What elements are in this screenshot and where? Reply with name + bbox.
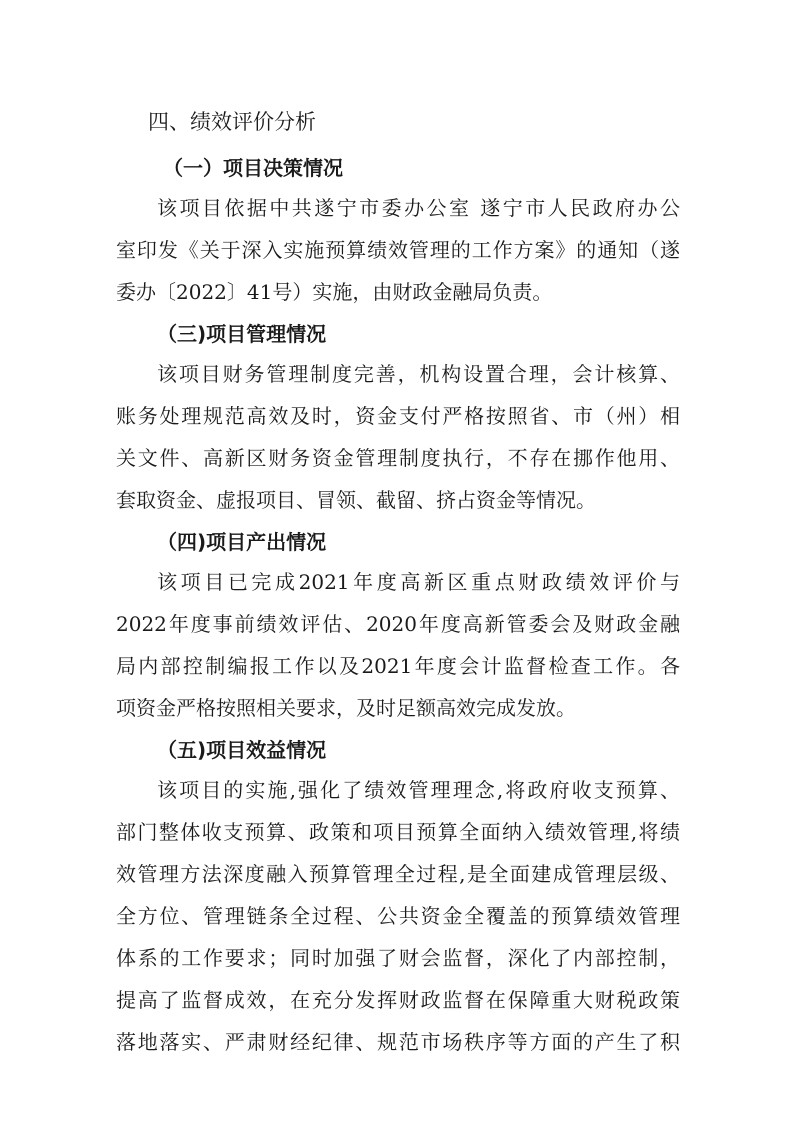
paragraph-line: 委办〔2022〕41号）实施，由财政金融局负责。 (116, 280, 553, 304)
subsection-heading-decision: （一）项目决策情况 (163, 156, 343, 180)
subsection-heading-output: （四)项目产出情况 (157, 530, 327, 554)
paragraph-line: 全方位、管理链条全过程、公共资金全覆盖的预算绩效管理 (116, 904, 680, 928)
paragraph-line: 关文件、高新区财务资金管理制度执行，不存在挪作他用、 (116, 446, 680, 470)
paragraph-line: 该项目依据中共遂宁市委办公室 遂宁市人民政府办公 (157, 196, 680, 220)
paragraph-line: 该项目财务管理制度完善，机构设置合理，会计核算、 (157, 362, 680, 386)
section-heading: 四、绩效评价分析 (148, 110, 316, 134)
paragraph-line: 体系的工作要求；同时加强了财会监督，深化了内部控制， (116, 946, 680, 970)
paragraph-line: 局内部控制编报工作以及2021年度会计监督检查工作。各 (116, 654, 680, 678)
paragraph-line: 该项目已完成2021年度高新区重点财政绩效评价与 (157, 570, 680, 594)
paragraph-line: 提高了监督成效，在充分发挥财政监督在保障重大财税政策 (116, 988, 680, 1012)
subsection-heading-management: （三)项目管理情况 (157, 322, 327, 346)
paragraph-line: 落地落实、严肃财经纪律、规范市场秩序等方面的产生了积 (116, 1030, 680, 1054)
paragraph-line: 部门整体收支预算、政策和项目预算全面纳入绩效管理,将绩 (116, 820, 680, 844)
subsection-heading-benefit: （五)项目效益情况 (157, 738, 327, 762)
paragraph-line: 该项目的实施,强化了绩效管理理念,将政府收支预算、 (157, 778, 680, 802)
paragraph-line: 效管理方法深度融入预算管理全过程,是全面建成管理层级、 (116, 862, 680, 886)
paragraph-line: 室印发《关于深入实施预算绩效管理的工作方案》的通知（遂 (116, 238, 680, 262)
paragraph-line: 账务处理规范高效及时，资金支付严格按照省、市（州）相 (116, 404, 680, 428)
paragraph-line: 2022年度事前绩效评估、2020年度高新管委会及财政金融 (116, 612, 680, 636)
paragraph-line: 套取资金、虚报项目、冒领、截留、挤占资金等情况。 (116, 488, 596, 512)
paragraph-line: 项资金严格按照相关要求，及时足额高效完成发放。 (116, 696, 576, 720)
